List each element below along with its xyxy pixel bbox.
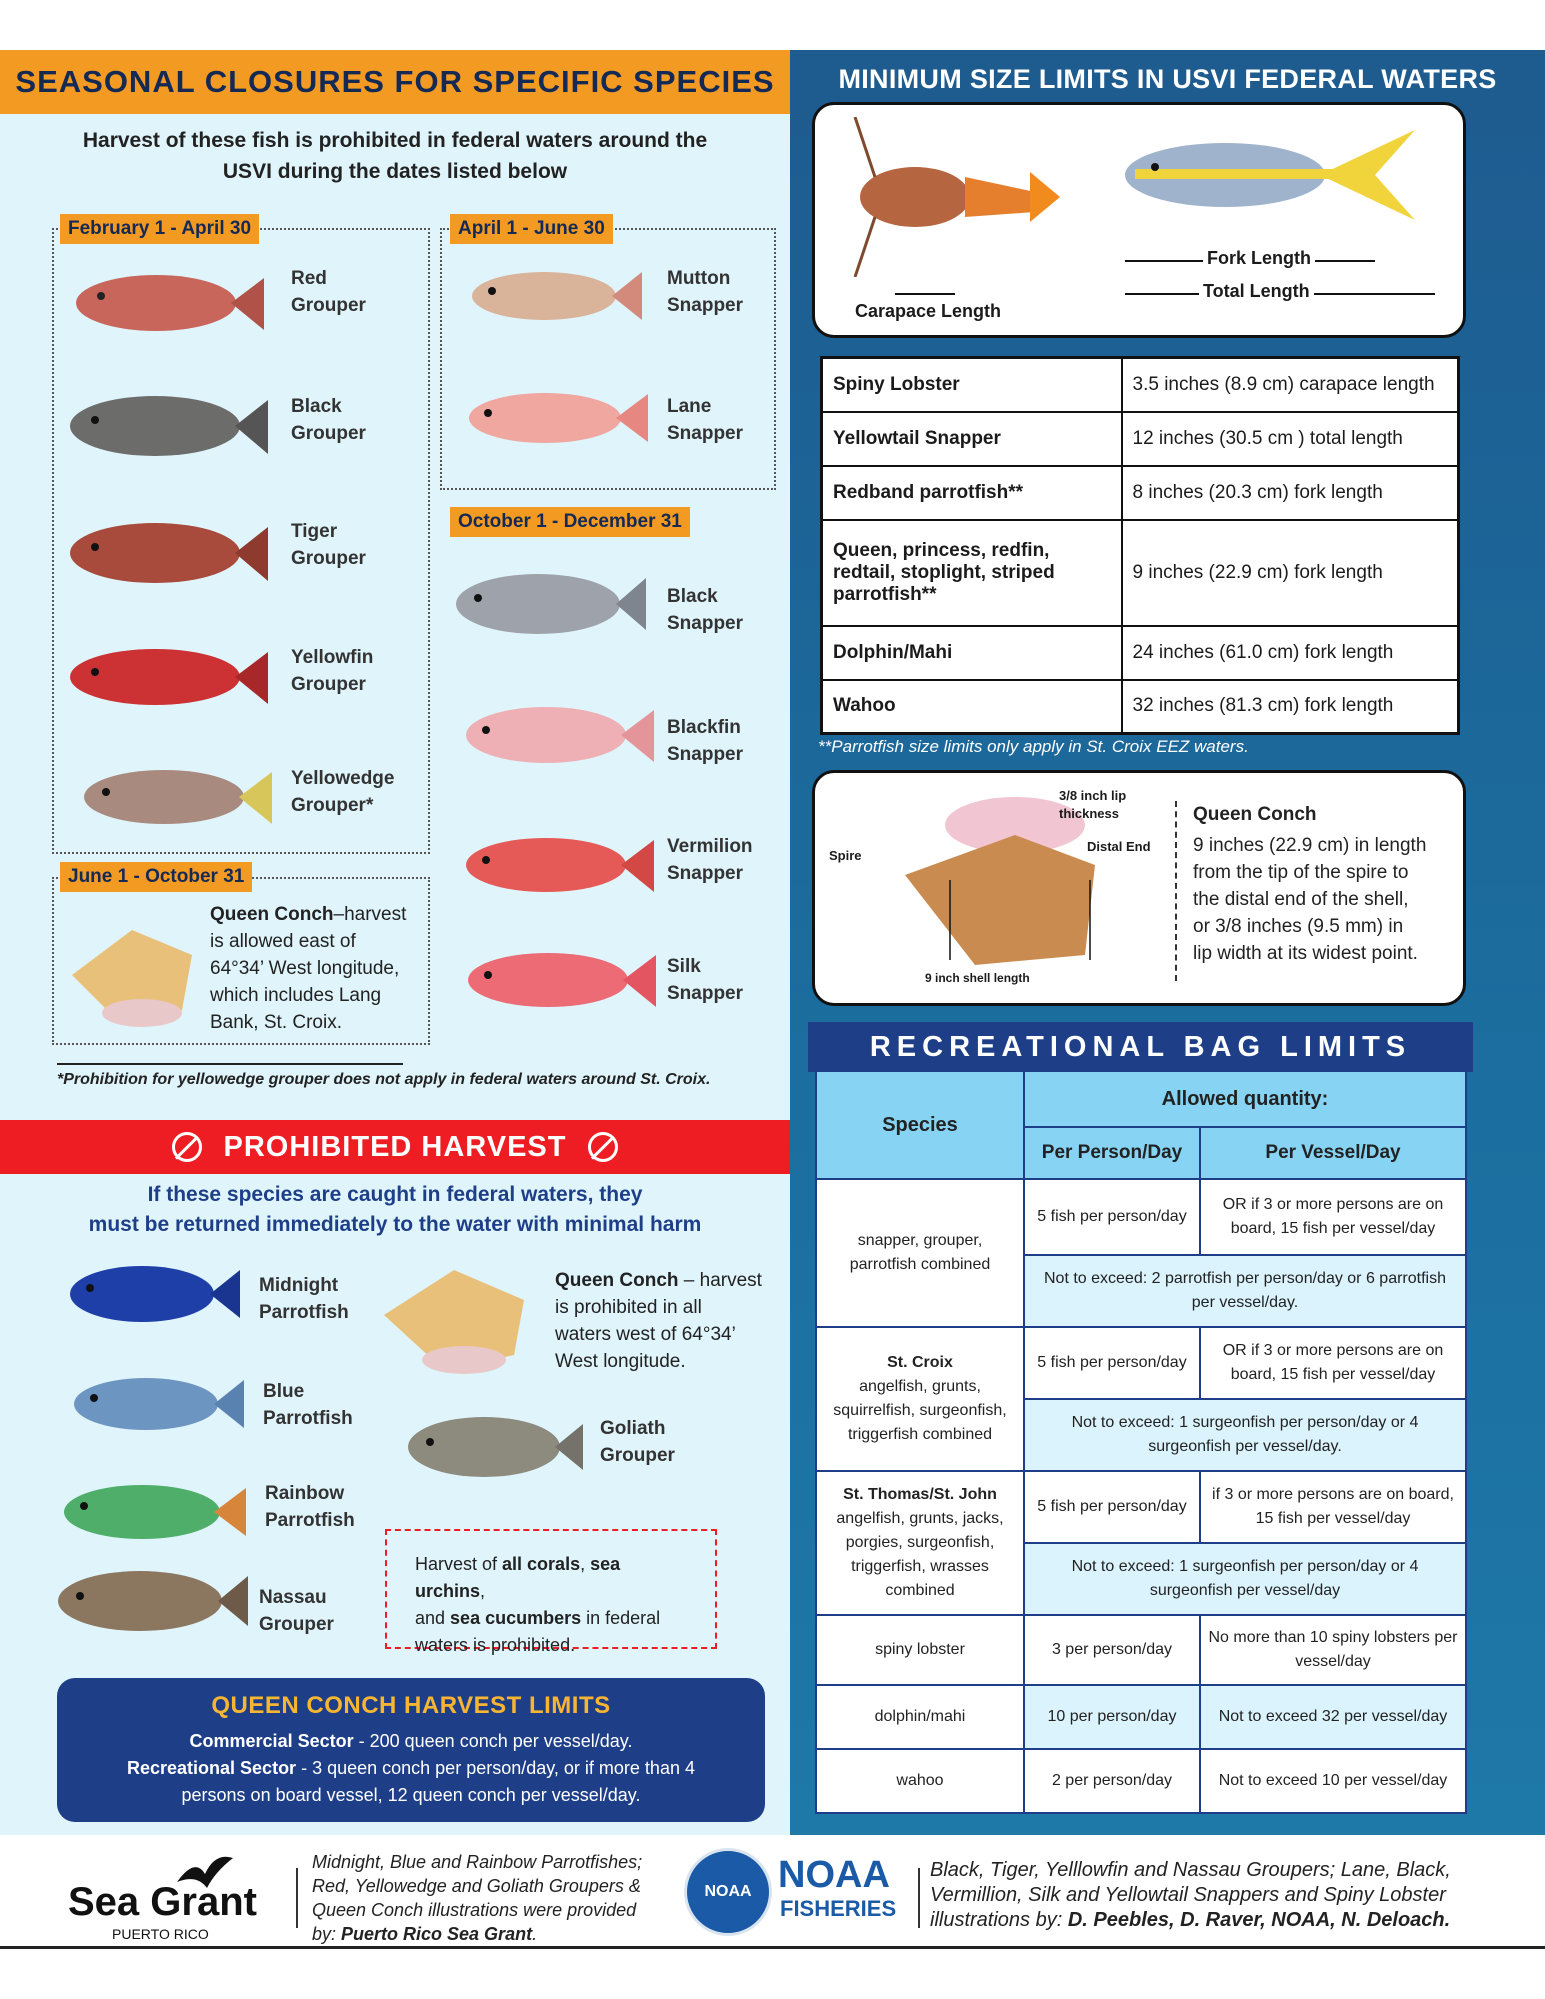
bag-row-person: 10 per person/day <box>1024 1685 1200 1749</box>
midnight-parrotfish-label: Midnight Parrotfish <box>259 1275 349 1323</box>
footer-line <box>0 1946 1545 1949</box>
conch-size-text: Queen Conch 9 inches (22.9 cm) in length from the tip of the spire to the distal end of the shell, or 3/8 inches (9.5 mm) in lip width at its widest point. <box>1193 804 1427 964</box>
prohibited-title-bar <box>0 1120 790 1174</box>
conch-limits-title: QUEEN CONCH HARVEST LIMITS <box>211 1692 611 1719</box>
species-header: Species <box>816 1071 1024 1179</box>
goliath-grouper-label: Goliath Grouper <box>600 1418 675 1466</box>
bag-row-vessel: Not to exceed 10 per vessel/day <box>1200 1749 1466 1813</box>
conch-seasonal-text: Queen Conch–harvest is allowed east of 64°34’ West longitude, which includes Lang Bank, St. Croix. <box>210 904 407 1033</box>
mutton-snapper-label: Mutton Snapper <box>667 268 744 316</box>
size-row-species: Dolphin/Mahi <box>822 626 1122 680</box>
size-row-species: Spiny Lobster <box>822 358 1122 412</box>
spiny-lobster-icon <box>835 117 1075 277</box>
size-row-limit: 12 inches (30.5 cm ) total length <box>1122 412 1459 466</box>
oct-dec-dates: October 1 - December 31 <box>450 507 690 537</box>
red-grouper-fish-icon <box>66 258 266 348</box>
black-snapper-label: Black Snapper <box>667 586 744 634</box>
feb-apr-dates: February 1 - April 30 <box>60 214 259 244</box>
prohibited-title: PROHIBITED HARVEST <box>223 1130 567 1163</box>
bag-row-person: 5 fish per person/day <box>1024 1471 1200 1543</box>
red-grouper-label: Red Grouper <box>291 268 366 316</box>
spire-label: Spire <box>829 848 862 863</box>
bag-row-species: snapper, grouper, parrotfish combined <box>816 1179 1024 1327</box>
midnight-parrotfish-icon <box>62 1252 242 1337</box>
shell-length-label: 9 inch shell length <box>925 971 1030 985</box>
carapace-arrow <box>895 293 955 295</box>
yellowedge-footnote: *Prohibition for yellowedge grouper does not apply in federal waters around St. Croix. <box>57 1071 711 1088</box>
size-row-species: Wahoo <box>822 680 1122 734</box>
size-row-species: Yellowtail Snapper <box>822 412 1122 466</box>
lip-thickness-label: 3/8 inch lip thickness <box>1059 788 1127 821</box>
size-row-limit: 8 inches (20.3 cm) fork length <box>1122 466 1459 520</box>
bag-limits-table <box>815 1070 1467 1814</box>
footer-divider <box>918 1868 920 1928</box>
conch-prohibited-text: Queen Conch – harvest is prohibited in all waters west of 64°34’ West longitude. <box>555 1270 762 1372</box>
silk-snapper-label: Silk Snapper <box>667 956 744 1004</box>
size-row-limit: 24 inches (61.0 cm) fork length <box>1122 626 1459 680</box>
total-length-label: Total Length <box>1199 281 1314 302</box>
rainbow-parrotfish-label: Rainbow Parrotfish <box>265 1483 355 1531</box>
parrotfish-note: **Parrotfish size limits only apply in St. Croix EEZ waters. <box>818 737 1249 756</box>
fork-length-label: Fork Length <box>1203 248 1315 269</box>
commercial-limit: Commercial Sector - 200 queen conch per vessel/day. <box>189 1731 633 1751</box>
prohibited-intro: If these species are caught in federal waters, they must be returned immediately to the water with minimal harm <box>88 1183 702 1236</box>
blackfin-snapper-label: Blackfin Snapper <box>667 717 744 765</box>
bag-row-vessel: No more than 10 spiny lobsters per vessel/day <box>1200 1615 1466 1685</box>
conch-measurement-box <box>812 770 1466 1006</box>
recreational-limit: Recreational Sector - 3 queen conch per person/day, or if more than 4 <box>127 1758 695 1778</box>
nassau-grouper-label: Nassau Grouper <box>259 1587 334 1635</box>
apr-jun-dates: April 1 - June 30 <box>450 214 613 244</box>
size-row-species: Redband parrotfish** <box>822 466 1122 520</box>
bag-row-note: Not to exceed: 1 surgeonfish per person/day or 4 surgeonfish per vessel/day. <box>1024 1399 1466 1471</box>
bag-row-species: St. Croix angelfish, grunts, squirrelfish, surgeonfish, triggerfish combined <box>816 1327 1024 1471</box>
bag-row-vessel: OR if 3 or more persons are on board, 15 fish per vessel/day <box>1200 1179 1466 1255</box>
recreational-limit-2: persons on board vessel, 12 queen conch per vessel/day. <box>181 1785 641 1805</box>
blackfin-snapper-fish-icon <box>456 690 656 780</box>
per-vessel-header: Per Vessel/Day <box>1200 1127 1466 1179</box>
credit-right: Black, Tiger, Yelllowfin and Nassau Groupers; Lane, Black, Vermillion, Silk and Yellowtail Snappers and Spiny Lobster illustrations by: D. Peebles, D. Raver, NOAA, N. Deloach. <box>930 1859 1451 1931</box>
sea-grant-subtitle: PUERTO RICO <box>112 1926 209 1942</box>
bag-limits-title: RECREATIONAL BAG LIMITS <box>808 1022 1473 1072</box>
bag-row-species: wahoo <box>816 1749 1024 1813</box>
lane-snapper-label: Lane Snapper <box>667 396 744 444</box>
goliath-grouper-icon <box>400 1402 585 1492</box>
fisheries-logo-text: FISHERIES <box>780 1896 897 1921</box>
yellowedge-grouper-fish-icon <box>74 752 274 842</box>
allowed-header: Allowed quantity: <box>1024 1071 1466 1127</box>
bag-row-species: dolphin/mahi <box>816 1685 1024 1749</box>
footnote-divider <box>57 1063 403 1065</box>
size-row-limit: 32 inches (81.3 cm) fork length <box>1122 680 1459 734</box>
rainbow-parrotfish-icon <box>56 1470 248 1555</box>
silk-snapper-fish-icon <box>458 935 658 1025</box>
noaa-seal-icon: NOAA <box>684 1848 772 1936</box>
black-snapper-fish-icon <box>448 556 648 651</box>
bag-row-note: Not to exceed: 1 surgeonfish per person/day or 4 surgeonfish per vessel/day <box>1024 1543 1466 1615</box>
prohibited-icon <box>588 1132 618 1162</box>
bag-row-person: 3 per person/day <box>1024 1615 1200 1685</box>
mutton-snapper-fish-icon <box>464 256 644 336</box>
conch-harvest-limits-box <box>57 1678 765 1822</box>
bag-row-note: Not to exceed: 2 parrotfish per person/day or 6 parrotfish per vessel/day. <box>1024 1255 1466 1327</box>
bag-row-person: 2 per person/day <box>1024 1749 1200 1813</box>
sea-grant-logo-text: Sea Grant <box>68 1880 257 1924</box>
tiger-grouper-label: Tiger Grouper <box>291 521 366 569</box>
nassau-grouper-icon <box>50 1556 250 1646</box>
yellowfin-grouper-fish-icon <box>60 632 270 722</box>
blue-parrotfish-label: Blue Parrotfish <box>263 1381 353 1429</box>
black-grouper-label: Black Grouper <box>291 396 366 444</box>
bag-row-species: St. Thomas/St. John angelfish, grunts, jacks, porgies, surgeonfish, triggerfish, wrasses combined <box>816 1471 1024 1615</box>
credit-left: Midnight, Blue and Rainbow Parrotfishes; Red, Yellowedge and Goliath Groupers & Queen Conch illustrations were provided by: Puerto Rico Sea Grant. <box>312 1852 643 1944</box>
bag-row-person: 5 fish per person/day <box>1024 1179 1200 1255</box>
yellowtail-snapper-icon <box>1115 115 1435 225</box>
jun-oct-dates: June 1 - October 31 <box>60 862 252 892</box>
vermilion-snapper-fish-icon <box>456 820 656 910</box>
footer-divider <box>296 1868 298 1928</box>
size-row-limit: 3.5 inches (8.9 cm) carapace length <box>1122 358 1459 412</box>
queen-conch-shell-icon <box>62 915 202 1035</box>
bag-row-vessel: OR if 3 or more persons are on board, 15 fish per vessel/day <box>1200 1327 1466 1399</box>
size-row-species: Queen, princess, redfin, redtail, stoplight, striped parrotfish** <box>822 520 1122 626</box>
measurement-diagram-box <box>812 102 1466 338</box>
carapace-length-label: Carapace Length <box>855 301 1002 321</box>
seasonal-intro: Harvest of these fish is prohibited in federal waters around the USVI during the dates listed below <box>82 129 708 183</box>
size-row-limit: 9 inches (22.9 cm) fork length <box>1122 520 1459 626</box>
bag-row-vessel: Not to exceed 32 per vessel/day <box>1200 1685 1466 1749</box>
per-person-header: Per Person/Day <box>1024 1127 1200 1179</box>
yellowedge-grouper-label: Yellowedge Grouper* <box>291 768 395 816</box>
bag-row-vessel: if 3 or more persons are on board, 15 fish per vessel/day <box>1200 1471 1466 1543</box>
size-limits-table <box>820 356 1460 735</box>
vermilion-snapper-label: Vermilion Snapper <box>667 836 753 884</box>
lane-snapper-fish-icon <box>460 376 650 461</box>
blue-parrotfish-icon <box>66 1362 246 1447</box>
queen-conch-prohibited-icon <box>374 1260 544 1380</box>
bag-row-species: spiny lobster <box>816 1615 1024 1685</box>
noaa-logo-text: NOAA <box>778 1854 890 1896</box>
tiger-grouper-fish-icon <box>60 505 270 600</box>
corals-prohibited-box: Harvest of all corals, sea urchins, and sea cucumbers in federal waters is prohibited. <box>385 1529 717 1649</box>
distal-end-label: Distal End <box>1087 839 1151 854</box>
prohibited-icon <box>172 1132 202 1162</box>
conch-divider <box>1175 801 1177 981</box>
yellowfin-grouper-label: Yellowfin Grouper <box>291 647 374 695</box>
black-grouper-fish-icon <box>60 378 270 473</box>
size-limits-title: MINIMUM SIZE LIMITS IN USVI FEDERAL WATERS <box>838 64 1497 94</box>
bag-row-person: 5 fish per person/day <box>1024 1327 1200 1399</box>
seasonal-title: SEASONAL CLOSURES FOR SPECIFIC SPECIES <box>0 50 790 114</box>
